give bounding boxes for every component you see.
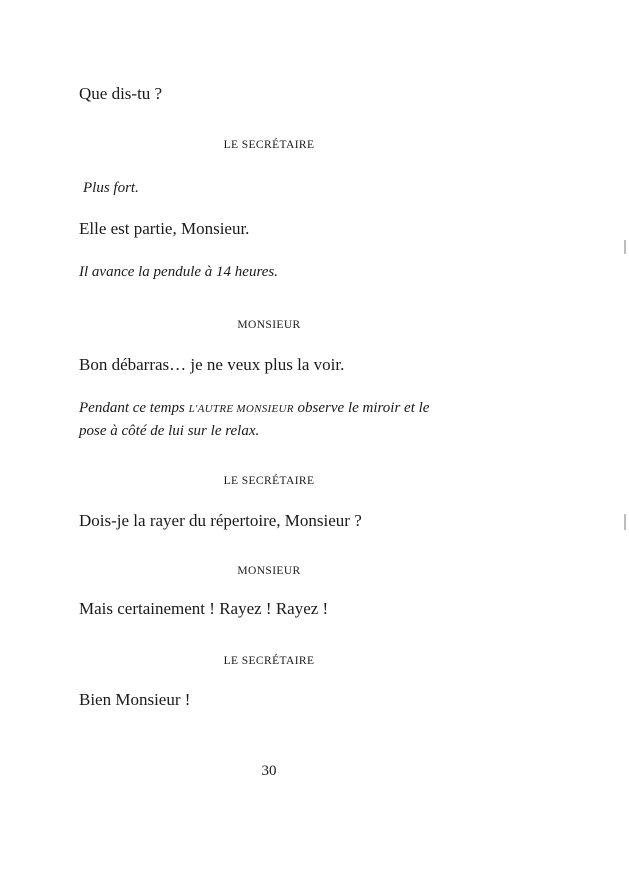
scan-edge-mark (624, 514, 626, 530)
dialogue-line: Bon débarras… je ne veux plus la voir. (79, 355, 345, 374)
scan-edge-mark (624, 240, 626, 254)
dialogue-line: Mais certainement ! Rayez ! Rayez ! (79, 599, 329, 618)
dialogue-line: Que dis-tu ? (79, 84, 163, 103)
character-name: L'AUTRE MONSIEUR (188, 403, 294, 415)
dialogue-line: Bien Monsieur ! (79, 690, 191, 709)
stage-direction-text: observe le miroir et le (293, 400, 430, 416)
dialogue-line: Elle est partie, Monsieur. (79, 219, 250, 238)
stage-direction: pose à côté de lui sur le relax. (79, 423, 260, 439)
dialogue-line: Dois-je la rayer du répertoire, Monsieur ? (79, 511, 362, 530)
speaker-name: MONSIEUR (237, 565, 301, 577)
speaker-name: LE SECRÉTAIRE (223, 475, 315, 487)
stage-direction: Plus fort. (83, 180, 139, 196)
speaker-name: MONSIEUR (237, 319, 301, 331)
stage-direction-text: Pendant ce temps (79, 400, 189, 416)
page-number: 30 (261, 763, 277, 779)
speaker-name: LE SECRÉTAIRE (223, 139, 315, 151)
stage-direction: Il avance la pendule à 14 heures. (79, 264, 278, 280)
speaker-name: LE SECRÉTAIRE (223, 655, 315, 667)
stage-direction (79, 400, 429, 417)
